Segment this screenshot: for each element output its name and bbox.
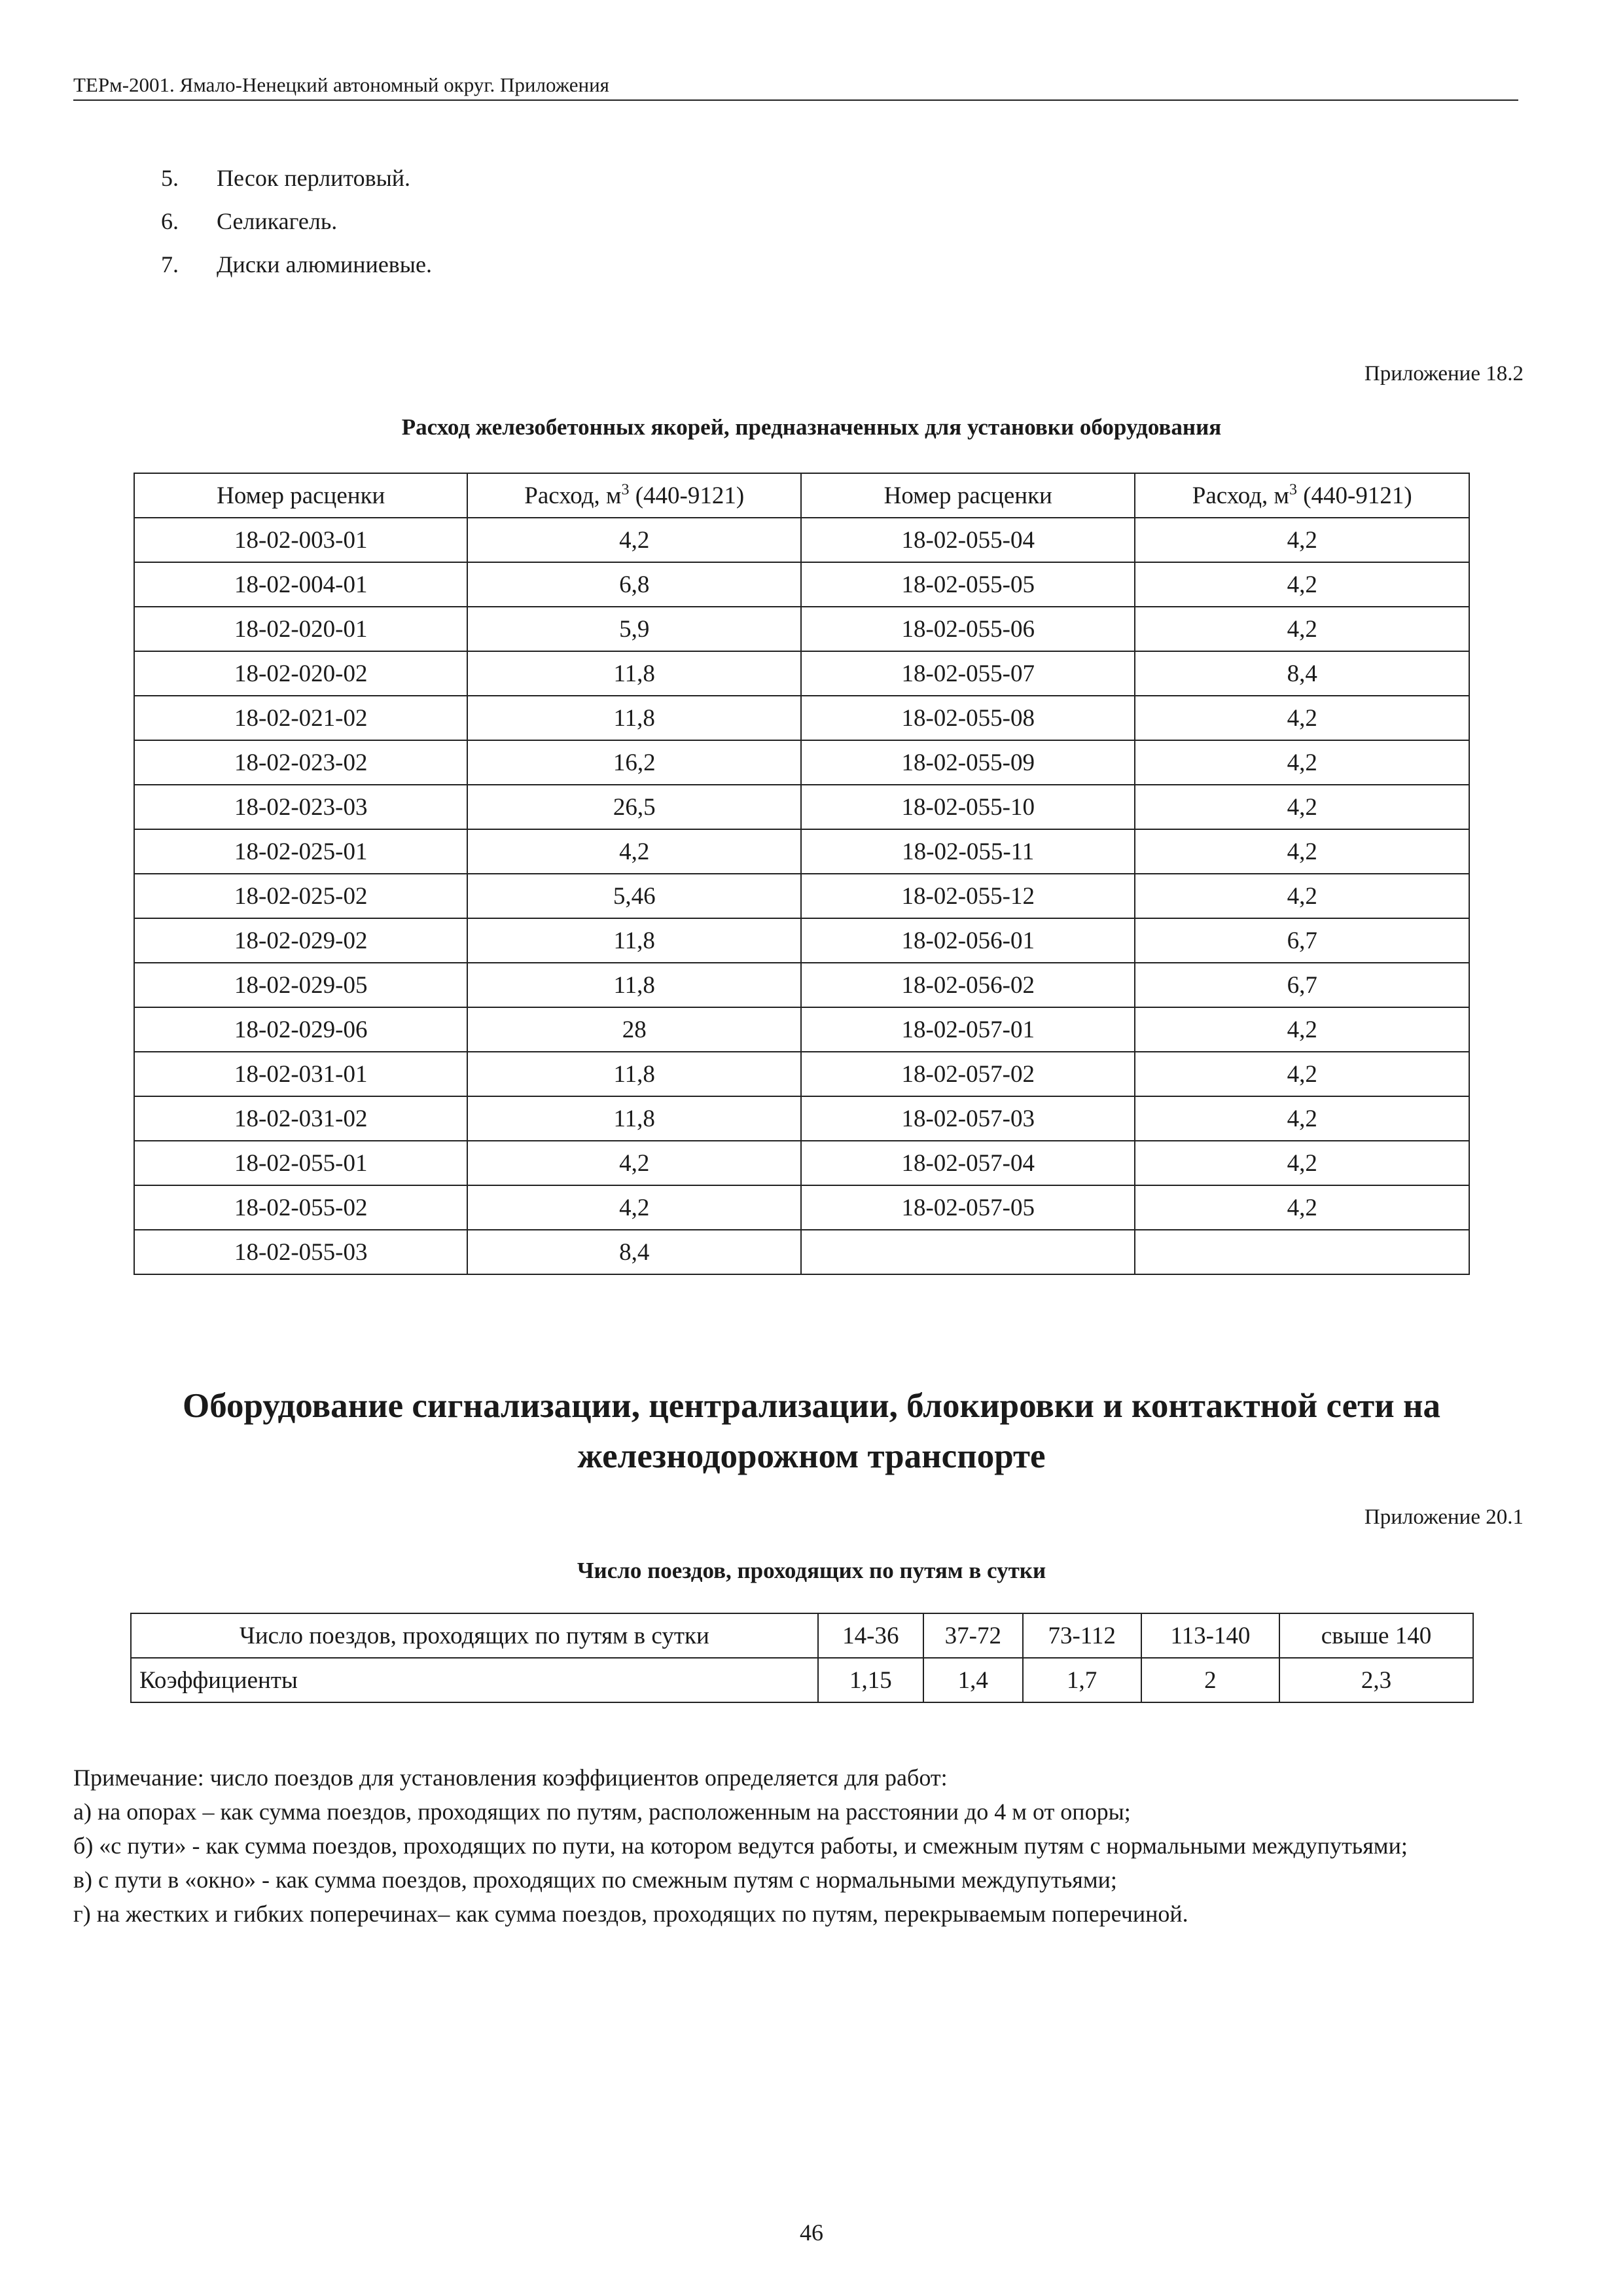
table-cell: 5,9: [467, 607, 800, 651]
table-cell: 18-02-031-01: [134, 1052, 467, 1096]
header-code: Номер расценки: [801, 473, 1135, 518]
table-row: [134, 1141, 1469, 1185]
table-cell: 2: [1141, 1658, 1279, 1702]
table-row: [134, 874, 1469, 918]
table-cell: 18-02-055-09: [801, 740, 1135, 785]
table-cell: [801, 1230, 1135, 1274]
table-cell: 4,2: [1135, 562, 1469, 607]
table-cell: 28: [467, 1007, 800, 1052]
train-coefficient-table: [130, 1613, 1474, 1703]
table-cell: 4,2: [1135, 1141, 1469, 1185]
appendix-20-1-label: Приложение 20.1: [1364, 1505, 1524, 1529]
running-header: ТЕРм-2001. Ямало-Ненецкий автономный округ. Приложения: [73, 73, 1518, 101]
train-table-caption: Число поездов, проходящих по путям в сутки: [577, 1558, 1046, 1583]
note-line: г) на жестких и гибких поперечинах– как сумма поездов, проходящих по путям, перекрываемым поперечиной.: [73, 1901, 1188, 1927]
table-row: [134, 1007, 1469, 1052]
table-cell: 4,2: [1135, 740, 1469, 785]
table-cell: 18-02-057-03: [801, 1096, 1135, 1141]
table-cell: 18-02-056-02: [801, 963, 1135, 1007]
table-cell: 4,2: [1135, 874, 1469, 918]
section-heading: Оборудование сигнализации, централизации, блокировки и контактной сети на железнодорожном транспорте: [182, 1387, 1441, 1475]
table-cell: 18-02-055-04: [801, 518, 1135, 562]
table-cell: 6,8: [467, 562, 800, 607]
table-row: [134, 696, 1469, 740]
table-cell: 2,3: [1279, 1658, 1473, 1702]
table-cell: 18-02-029-05: [134, 963, 467, 1007]
table-cell: 18-02-023-02: [134, 740, 467, 785]
table-cell: 11,8: [467, 963, 800, 1007]
table-cell: 113-140: [1141, 1613, 1279, 1658]
table-cell: 18-02-055-05: [801, 562, 1135, 607]
table-row: [131, 1613, 1473, 1658]
note-line: б) «с пути» - как сумма поездов, проходящих по пути, на котором ведутся работы, и смежным путям с нормальными междупутьями;: [73, 1833, 1408, 1859]
table-cell: 4,2: [1135, 518, 1469, 562]
table-cell: 4,2: [1135, 1096, 1469, 1141]
anchor-usage-table: [134, 473, 1470, 1275]
table-cell: 4,2: [1135, 785, 1469, 829]
table-cell: 8,4: [1135, 651, 1469, 696]
table-cell: 18-02-055-06: [801, 607, 1135, 651]
table-cell: 18-02-031-02: [134, 1096, 467, 1141]
table-cell: 18-02-020-02: [134, 651, 467, 696]
table-cell: 6,7: [1135, 963, 1469, 1007]
table-row: [134, 1096, 1469, 1141]
table-cell: 11,8: [467, 1096, 800, 1141]
table-cell: 18-02-023-03: [134, 785, 467, 829]
list-item: 7. Диски алюминиевые.: [161, 251, 432, 278]
table-cell: 18-02-055-12: [801, 874, 1135, 918]
table-row: [134, 829, 1469, 874]
table-row: [134, 562, 1469, 607]
table-row: [134, 918, 1469, 963]
list-item: 5. Песок перлитовый.: [161, 165, 411, 191]
table-cell: Коэффициенты: [131, 1658, 818, 1702]
anchor-table-caption: Расход железобетонных якорей, предназначенных для установки оборудования: [401, 414, 1222, 440]
table-cell: 18-02-057-01: [801, 1007, 1135, 1052]
table-cell: 4,2: [1135, 696, 1469, 740]
table-cell: 6,7: [1135, 918, 1469, 963]
header-code: Номер расценки: [134, 473, 467, 518]
table-row: [134, 1230, 1469, 1274]
table-cell: 18-02-056-01: [801, 918, 1135, 963]
table-cell: 4,2: [467, 829, 800, 874]
table-cell: 18-02-055-11: [801, 829, 1135, 874]
table-cell: 18-02-029-02: [134, 918, 467, 963]
note-line: Примечание: число поездов для установления коэффициентов определяется для работ:: [73, 1765, 948, 1791]
table-cell: 18-02-055-02: [134, 1185, 467, 1230]
table-row: [134, 651, 1469, 696]
table-cell: 18-02-029-06: [134, 1007, 467, 1052]
table-cell: 18-02-025-01: [134, 829, 467, 874]
table-cell: Число поездов, проходящих по путям в сутки: [131, 1613, 818, 1658]
table-row: [134, 607, 1469, 651]
table-cell: 18-02-057-05: [801, 1185, 1135, 1230]
note-line: а) на опорах – как сумма поездов, проходящих по путям, расположенным на расстоянии до 4 м от опоры;: [73, 1799, 1131, 1825]
table-cell: свыше 140: [1279, 1613, 1473, 1658]
table-cell: 11,8: [467, 651, 800, 696]
table-row: [134, 1052, 1469, 1096]
table-cell: 73-112: [1023, 1613, 1141, 1658]
table-row: [134, 1185, 1469, 1230]
table-cell: 1,15: [818, 1658, 923, 1702]
table-cell: 18-02-055-07: [801, 651, 1135, 696]
table-cell: 16,2: [467, 740, 800, 785]
table-cell: 18-02-004-01: [134, 562, 467, 607]
table-cell: 1,4: [923, 1658, 1022, 1702]
table-row: [131, 1658, 1473, 1702]
note-line: в) с пути в «окно» - как сумма поездов, проходящих по смежным путям с нормальными междупутьями;: [73, 1867, 1117, 1893]
table-cell: 18-02-003-01: [134, 518, 467, 562]
table-cell: 18-02-055-01: [134, 1141, 467, 1185]
table-cell: 4,2: [467, 1185, 800, 1230]
table-row: [134, 785, 1469, 829]
appendix-18-2-label: Приложение 18.2: [1364, 362, 1524, 386]
table-cell: 37-72: [923, 1613, 1022, 1658]
table-row: [134, 963, 1469, 1007]
table-cell: 4,2: [1135, 829, 1469, 874]
notes-block: [73, 1761, 1533, 1931]
table-cell: 5,46: [467, 874, 800, 918]
table-cell: 4,2: [467, 1141, 800, 1185]
table-cell: [1135, 1230, 1469, 1274]
table-cell: 4,2: [1135, 1007, 1469, 1052]
table-cell: 18-02-021-02: [134, 696, 467, 740]
table-cell: 4,2: [1135, 607, 1469, 651]
table-cell: 4,2: [1135, 1185, 1469, 1230]
table-header-row: [134, 473, 1469, 518]
table-cell: 18-02-020-01: [134, 607, 467, 651]
table-cell: 26,5: [467, 785, 800, 829]
table-cell: 14-36: [818, 1613, 923, 1658]
table-cell: 4,2: [1135, 1052, 1469, 1096]
table-cell: 1,7: [1023, 1658, 1141, 1702]
page-number: 46: [800, 2219, 823, 2246]
table-cell: 4,2: [467, 518, 800, 562]
table-row: [134, 518, 1469, 562]
header-usage: Расход, $м^3$ (440-9121): [1135, 473, 1469, 518]
table-cell: 11,8: [467, 918, 800, 963]
table-cell: 8,4: [467, 1230, 800, 1274]
header-usage: Расход, $м^3$ (440-9121): [467, 473, 800, 518]
list-item: 6. Селикагель.: [161, 208, 338, 234]
table-cell: 18-02-057-02: [801, 1052, 1135, 1096]
table-cell: 11,8: [467, 696, 800, 740]
table-cell: 18-02-055-10: [801, 785, 1135, 829]
materials-list: [161, 164, 432, 293]
table-cell: 18-02-055-03: [134, 1230, 467, 1274]
table-cell: 18-02-025-02: [134, 874, 467, 918]
table-row: [134, 740, 1469, 785]
table-cell: 18-02-057-04: [801, 1141, 1135, 1185]
table-cell: 11,8: [467, 1052, 800, 1096]
table-cell: 18-02-055-08: [801, 696, 1135, 740]
